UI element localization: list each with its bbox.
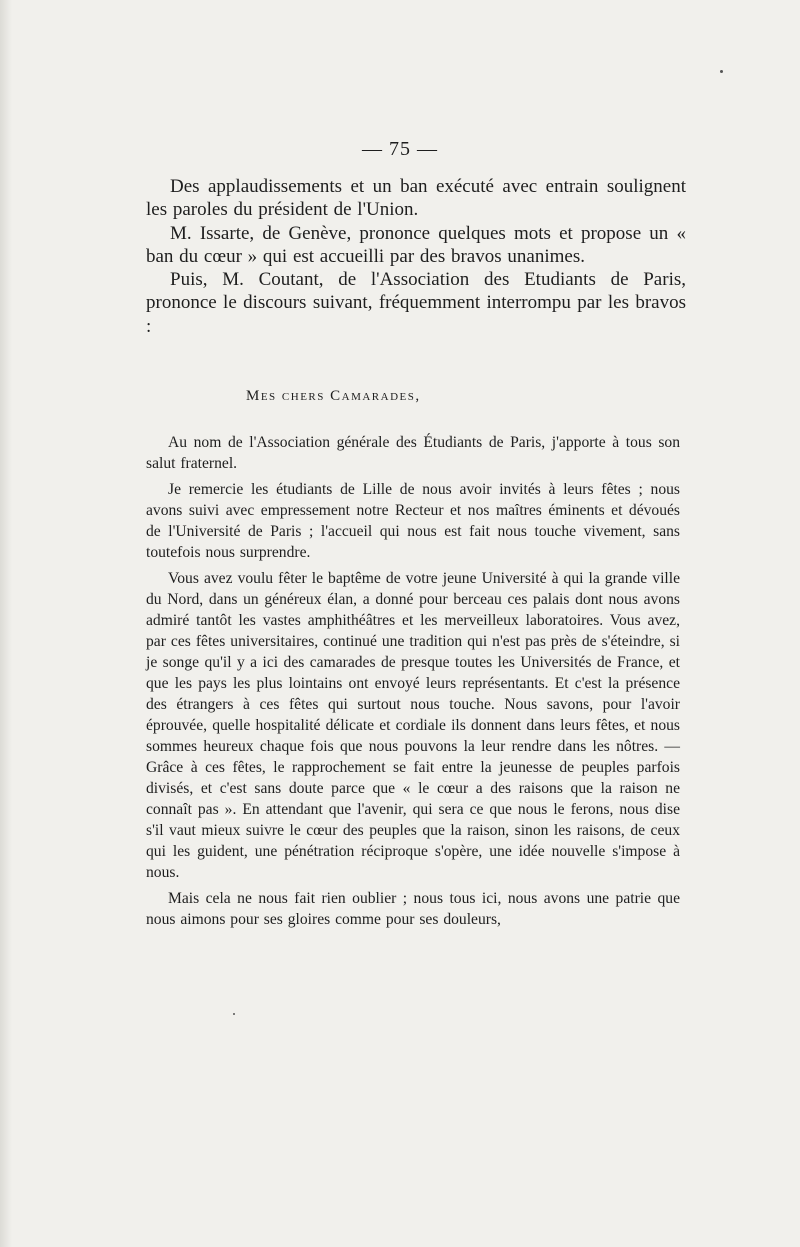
page-number: — 75 — — [362, 138, 438, 160]
speech-paragraph: Je remercie les étudiants de Lille de nous avoir invités à leurs fêtes ; nous avons suivi avec empressement notre Recteur et nos maîtres éminents et dévoués de l'Université de Paris ; l'accueil qui nous est fait nous touche vivement, sans toutefois nous surprendre. — [146, 481, 680, 561]
intro-paragraph: M. Issarte, de Genève, prononce quelques mots et propose un « ban du cœur » qui est accueilli par des bravos unanimes. — [146, 222, 686, 267]
intro-paragraph: Des applaudissements et un ban exécuté avec entrain soulignent les paroles du président de l'Union. — [146, 176, 686, 221]
speech-paragraph: Au nom de l'Association générale des Étudiants de Paris, j'apporte à tous son salut fraternel. — [146, 434, 680, 472]
paper-speck — [720, 70, 723, 73]
page-edge-shadow — [0, 0, 12, 1247]
intro-section — [146, 175, 686, 338]
intro-paragraph: Puis, M. Coutant, de l'Association des Etudiants de Paris, prononce le discours suivant, fréquemment interrompu par les bravos : — [146, 269, 686, 337]
speech-body — [146, 432, 680, 935]
speech-paragraph: Mais cela ne nous fait rien oublier ; nous tous ici, nous avons une patrie que nous aimons pour ses gloires comme pour ses douleurs, — [146, 890, 680, 928]
speech-salutation: Mes chers Camarades, — [246, 388, 421, 404]
paper-speck — [233, 1013, 235, 1015]
speech-paragraph: Vous avez voulu fêter le baptême de votre jeune Université à qui la grande ville du Nord, dans un généreux élan, a donné pour berceau ces palais dont nous avons admiré tantôt les vastes amphithéâtres et les merveilleux laboratoires. Vous avez, par ces fêtes universitaires, continué une tradition qui n'est pas près de s'éteindre, si je songe qu'il y a ici des camarades de presque toutes les Universités de France, et que les pays les plus lointains ont envoyé leurs représentants. Et c'est la présence des étrangers à ces fêtes qui surtout nous touche. Nous savons, pour l'avoir éprouvée, quelle hospitalité délicate et cordiale ils donnent dans leurs fêtes, et nous sommes heureux chaque fois que nous pouvons la leur rendre dans les nôtres. — Grâce à ces fêtes, le rapprochement se fait entre la jeunesse de peuples parfois divisés, et c'est sans doute parce que « le cœur a des raisons que la raison ne connaît pas ». En attendant que l'avenir, qui sera ce que nous le ferons, nous dise s'il vaut mieux suivre le cœur des peuples que la raison, sinon les raisons, de ceux qui les guident, une pénétration réciproque s'opère, une idée nouvelle s'impose à nous. — [146, 570, 680, 881]
